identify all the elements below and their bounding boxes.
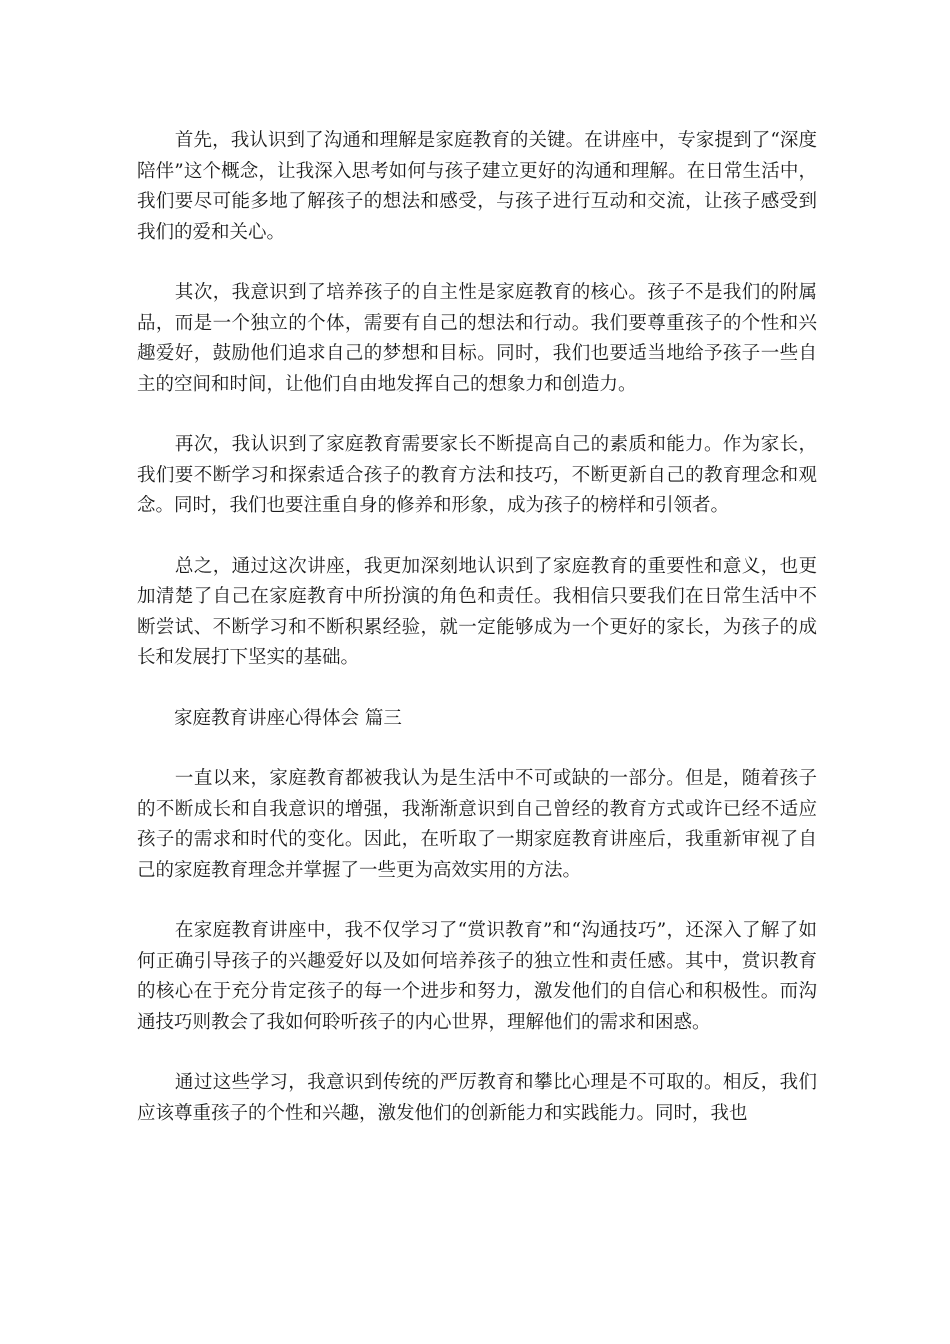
paragraph-reflection: 通过这些学习，我意识到传统的严厉教育和攀比心理是不可取的。相反，我们应该尊重孩子的个性和兴趣，激发他们的创新能力和实践能力。同时，我也 (137, 1072, 817, 1124)
document-page (137, 126, 817, 1129)
paragraph-gap (137, 886, 817, 916)
paragraph-gap (137, 400, 817, 430)
paragraph-parent-growth: 再次，我认识到了家庭教育需要家长不断提高自己的素质和能力。作为家长，我们要不断学习和探索适合孩子的教育方法和技巧，不断更新自己的教育理念和观念。同时，我们也要注重自身的修养和形象，成为孩子的榜样和引领者。 (137, 434, 817, 516)
paragraph-autonomy: 其次，我意识到了培养孩子的自主性是家庭教育的核心。孩子不是我们的附属品，而是一个独立的个体，需要有自己的想法和行动。我们要尊重孩子的个性和兴趣爱好，鼓励他们追求自己的梦想和目标。同时，我们也要适当地给予孩子一些自主的空间和时间，让他们自由地发挥自己的想象力和创造力。 (137, 282, 817, 395)
section-heading: 家庭教育讲座心得体会 篇三 (174, 707, 402, 729)
paragraph-gap (137, 734, 817, 764)
paragraph-lecture-content: 在家庭教育讲座中，我不仅学习了“赏识教育”和“沟通技巧”，还深入了解了如何正确引导孩子的兴趣爱好以及如何培养孩子的独立性和责任感。其中，赏识教育的核心在于充分肯定孩子的每一个进步和努力，激发他们的自信心和积极性。而沟通技巧则教会了我如何聆听孩子的内心世界，理解他们的需求和困惑。 (137, 920, 817, 1033)
paragraph-gap (137, 522, 817, 552)
paragraph-gap (137, 1038, 817, 1068)
paragraph-gap (137, 674, 817, 704)
paragraph-gap (137, 248, 817, 278)
paragraph-intro: 一直以来，家庭教育都被我认为是生活中不可或缺的一部分。但是，随着孩子的不断成长和自我意识的增强，我渐渐意识到自己曾经的教育方式或许已经不适应孩子的需求和时代的变化。因此，在听取了一期家庭教育讲座后，我重新审视了自己的家庭教育理念并掌握了一些更为高效实用的方法。 (137, 768, 817, 881)
paragraph-summary: 总之，通过这次讲座，我更加深刻地认识到了家庭教育的重要性和意义，也更加清楚了自己在家庭教育中所扮演的角色和责任。我相信只要我们在日常生活中不断尝试、不断学习和不断积累经验，就一定能够成为一个更好的家长，为孩子的成长和发展打下坚实的基础。 (137, 555, 817, 668)
paragraph-deep-companionship: 首先，我认识到了沟通和理解是家庭教育的关键。在讲座中，专家提到了“深度陪伴”这个概念，让我深入思考如何与孩子建立更好的沟通和理解。在日常生活中，我们要尽可能多地了解孩子的想法和感受，与孩子进行互动和交流，让孩子感受到我们的爱和关心。 (137, 130, 817, 243)
